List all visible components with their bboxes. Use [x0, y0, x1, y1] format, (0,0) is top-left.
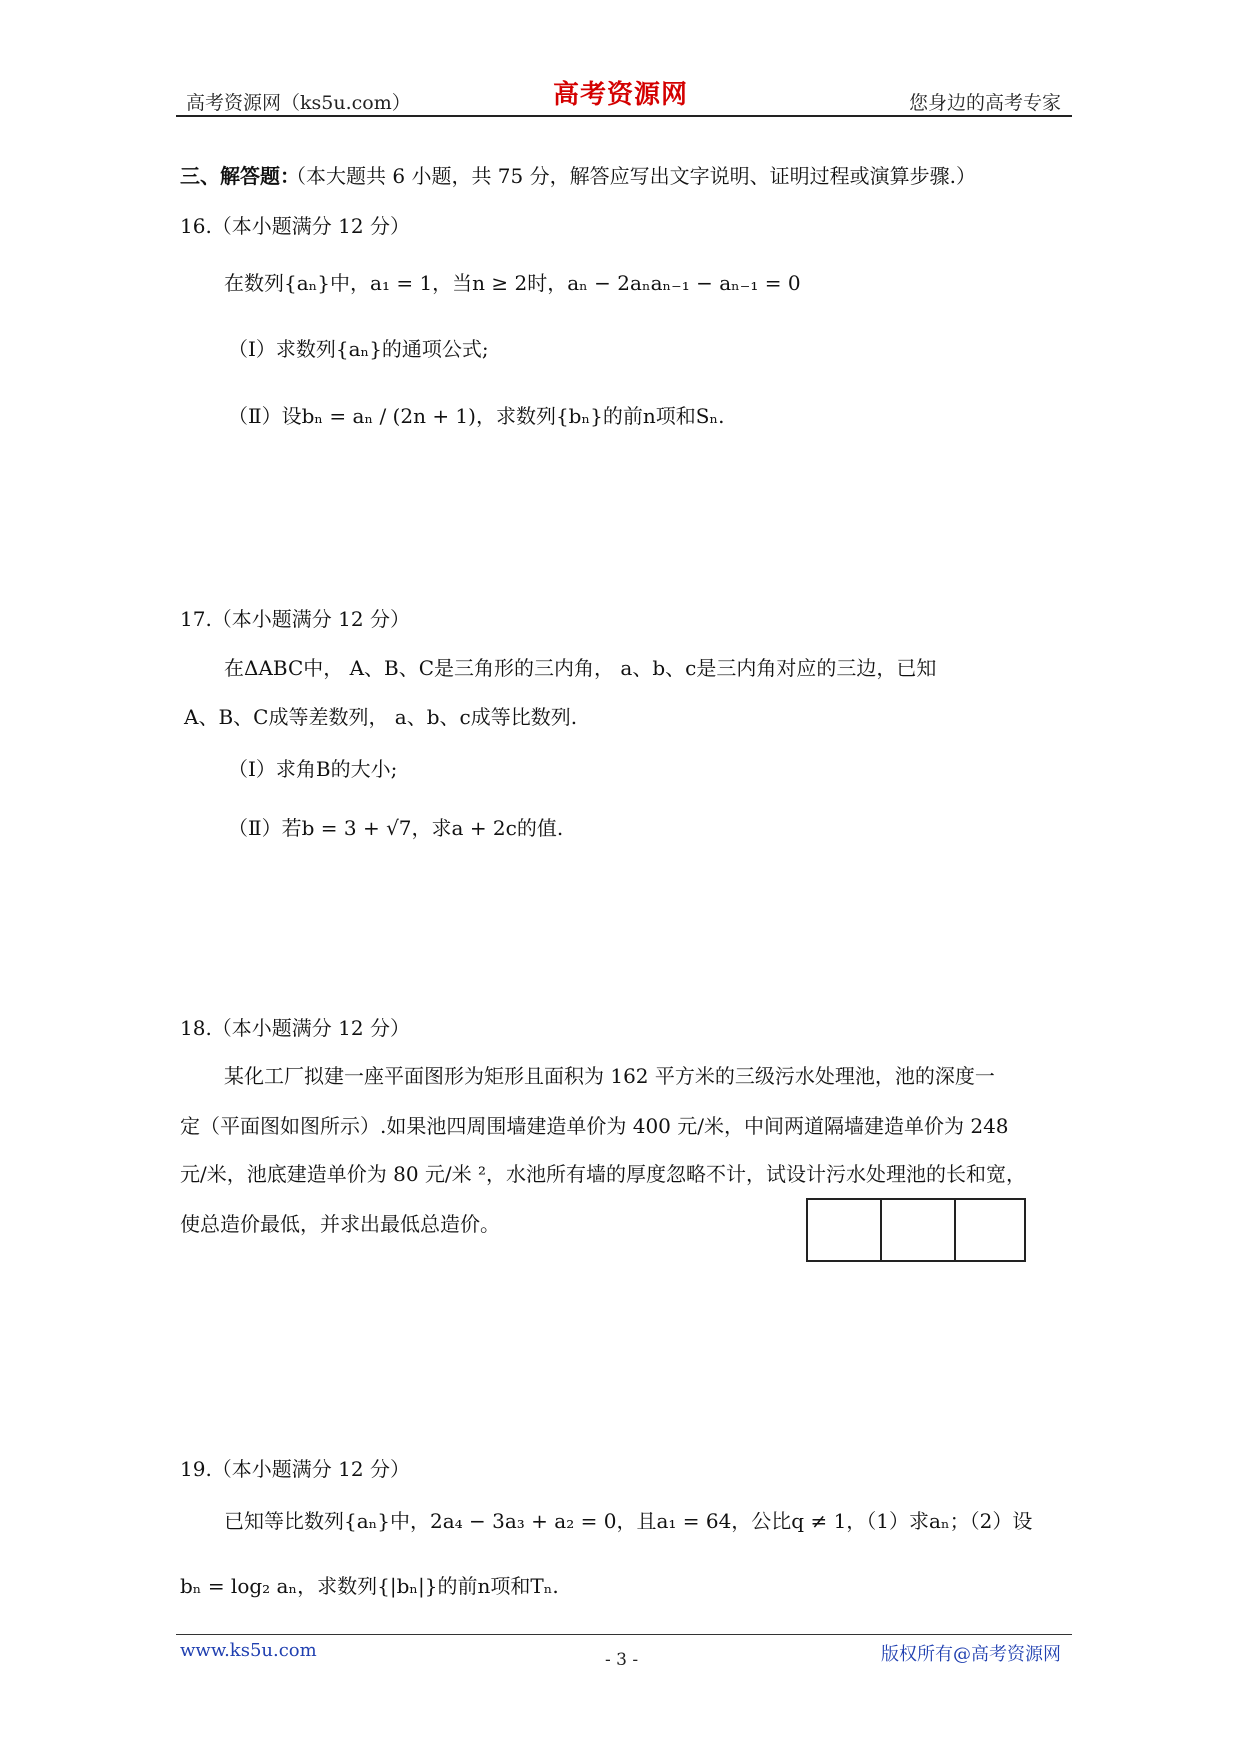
- page-number: - 3 -: [605, 1650, 639, 1670]
- q19-line1-text: 已知等比数列{aₙ}中，2a₄ − 3a₃ + a₂ = 0，且a₁ = 64，公比q ≠ 1，（1）求aₙ；（2）设: [224, 1509, 1033, 1533]
- header-divider: [176, 115, 1072, 117]
- pool-partition-wall: [954, 1200, 956, 1260]
- q17-part1-text: （Ⅰ）求角B的大小;: [228, 757, 398, 781]
- q17-part2-text: （Ⅱ）若b = 3 + √7，求a + 2c的值.: [228, 816, 564, 840]
- footer-website-link[interactable]: www.ks5u.com: [180, 1640, 317, 1661]
- q17-stem2-text: A、B、C成等差数列， a、b、c成等比数列.: [184, 705, 578, 729]
- q16-head: 16.（本小题满分 12 分）: [180, 214, 410, 238]
- header-logo: 高考资源网: [553, 80, 689, 110]
- header-slogan: 您身边的高考专家: [908, 92, 1061, 114]
- footer-divider: [176, 1634, 1072, 1635]
- q18-head: 18.（本小题满分 12 分）: [180, 1016, 410, 1040]
- pool-partition-wall: [880, 1200, 882, 1260]
- q16-stem-text: 在数列{aₙ}中，a₁ = 1，当n ≥ 2时，aₙ − 2aₙaₙ₋₁ − aₙ₋₁ = 0: [224, 271, 801, 295]
- q18-line4-text: 使总造价最低，并求出最低总造价。: [180, 1212, 500, 1236]
- header-site-name: 高考资源网（ks5u.com）: [186, 92, 411, 114]
- q16-part1-text: （Ⅰ）求数列{aₙ}的通项公式;: [228, 337, 489, 361]
- q18-line2-text: 定（平面图如图所示）.如果池四周围墙建造单价为 400 元/米，中间两道隔墙建造单价为 248: [180, 1114, 1009, 1138]
- section-description: （本大题共 6 小题，共 75 分，解答应写出文字说明、证明过程或演算步骤.）: [286, 164, 976, 188]
- q19-line2-text: bₙ = log₂ aₙ，求数列{|bₙ|}的前n项和Tₙ.: [180, 1574, 559, 1598]
- q16-part2-text: （Ⅱ）设bₙ = aₙ / (2n + 1)，求数列{bₙ}的前n项和Sₙ.: [228, 404, 725, 428]
- footer-copyright: 版权所有@高考资源网: [881, 1644, 1061, 1665]
- q19-head: 19.（本小题满分 12 分）: [180, 1457, 410, 1481]
- pool-plan-diagram: [806, 1198, 1026, 1262]
- section-title: 三、解答题：: [180, 164, 300, 188]
- q18-line1-text: 某化工厂拟建一座平面图形为矩形且面积为 162 平方米的三级污水处理池，池的深度一: [224, 1064, 995, 1088]
- q17-stem1-text: 在ΔABC中， A、B、C是三角形的三内角， a、b、c是三内角对应的三边，已知: [224, 656, 937, 680]
- q17-head: 17.（本小题满分 12 分）: [180, 607, 410, 631]
- q18-line3-text: 元/米，池底建造单价为 80 元/米 ²，水池所有墙的厚度忽略不计，试设计污水处理池的长和宽，: [180, 1162, 1027, 1186]
